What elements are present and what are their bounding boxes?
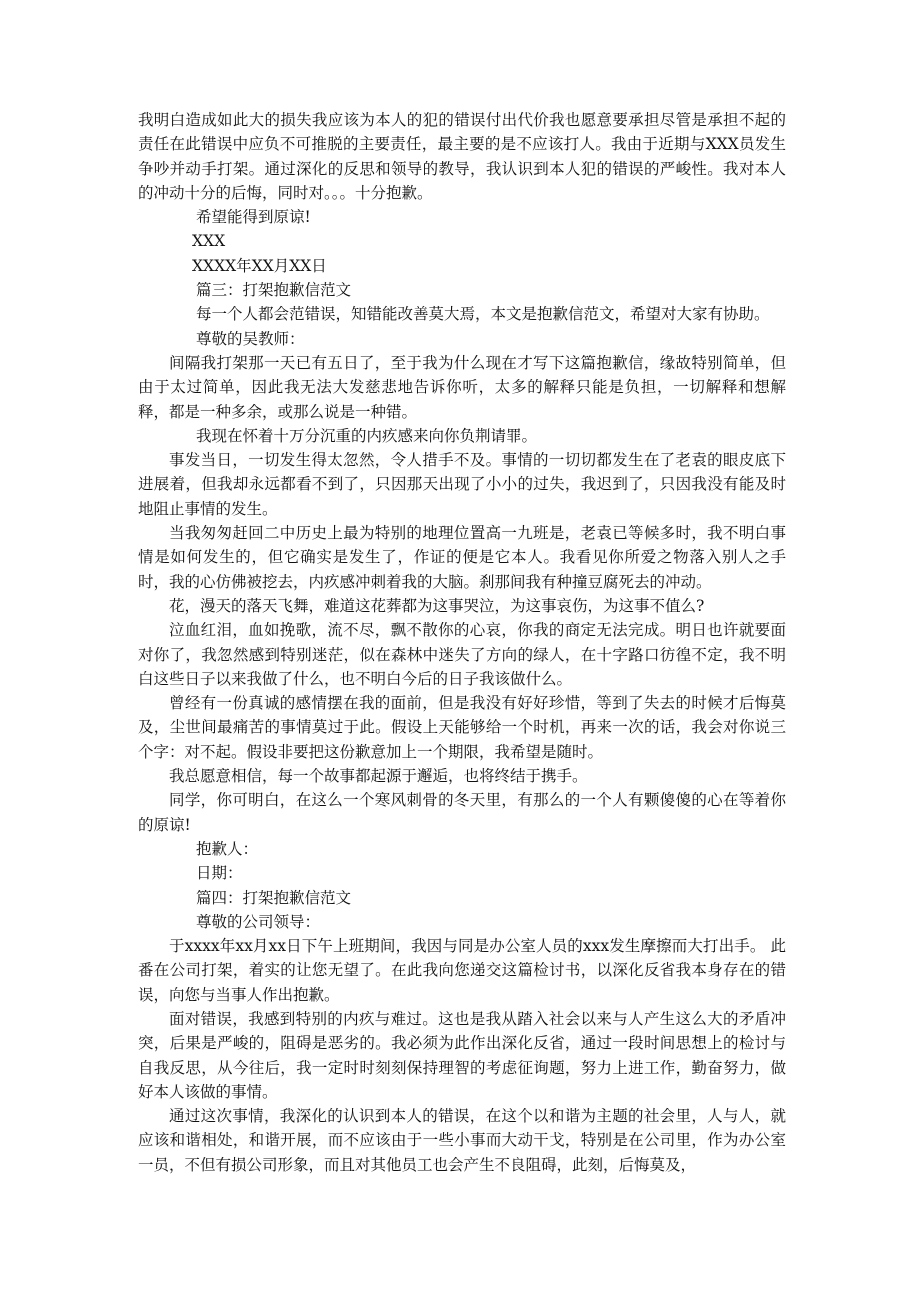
paragraph: 事发当日，一切发生得太忽然，令人措手不及。事情的一切切都发生在了老袁的眼皮底下进展着，但我却永远都看不到了，只因那天出现了小小的过失，我迟到了，只因我没有能及时地阻止事情的发生。	[138, 451, 786, 518]
paragraph: 间隔我打架那一天已有五日了，至于我为什么现在才写下这篇抱歉信，缘故特别简单，但由于太过简单，因此我无法大发慈悲地告诉你听，太多的解释只能是负担，一切解释和想解释，都是一种多余，或那么说是一种错。	[138, 353, 786, 421]
paragraph: 于xxxx年xx月xx日下午上班期间，我因与同是办公室人员的xxx发生摩擦而大打出手。 此番在公司打架，着实的让您无望了。在此我向您递交这篇检讨书，以深化反省我本身存在的错误，向您与当事人作出抱歉。	[138, 937, 786, 1004]
signature-date: XXXX年XX月XX日	[192, 256, 327, 275]
paragraph: 当我匆匆赶回二中历史上最为特别的地理位置高一九班是，老袁已等候多时，我不明白事情是如何发生的，但它确实是发生了，作证的便是它本人。我看见你所爱之物落入别人之手时，我的心仿佛被挖去，内疚感冲刺着我的大脑。刹那间我有种撞豆腐死去的冲动。	[138, 524, 786, 591]
paragraph: 我明白造成如此大的损失我应该为本人的犯的错误付出代价我也愿意要承担尽管是承担不起的责任在此错误中应负不可推脱的主要责任，最主要的是不应该打人。我由于近期与XXX员发生争吵并动手打架。通过深化的反思和领导的教导，我认识到本人犯的错误的严峻性。我对本人的冲动十分的后悔，同时对。。。十分抱歉。	[138, 111, 786, 202]
signature-label: 抱歉人：	[196, 839, 259, 858]
paragraph: 花，漫天的落天飞舞，难道这花葬都为这事哭泣，为这事哀伤，为这事不值么?	[169, 596, 705, 615]
section-heading: 篇四：打架抱歉信范文	[196, 888, 352, 907]
salutation: 尊敬的公司领导：	[196, 912, 321, 931]
paragraph: 同学，你可明白，在这么一个寒风刺骨的冬天里，有那么的一个人有颗傻傻的心在等着你的原谅!	[138, 791, 786, 834]
paragraph: 通过这次事情，我深化的认识到本人的错误，在这个以和谐为主题的社会里，人与人，就应该和谐相处，和谐开展，而不应该由于一些小事而大动干戈，特别是在公司里，作为办公室一员，不但有损公司形象，而且对其他员工也会产生不良阻碍，此刻，后悔莫及，	[138, 1107, 786, 1174]
date-label: 日期：	[196, 864, 243, 883]
paragraph: 每一个人都会范错误，知错能改善莫大焉，本文是抱歉信范文，希望对大家有协助。	[196, 305, 770, 324]
salutation: 尊敬的吴教师：	[196, 329, 305, 348]
paragraph: 面对错误，我感到特别的内疚与难过。这也是我从踏入社会以来与人产生这么大的矛盾冲突，后果是严峻的，阻碍是恶劣的。我必须为此作出深化反省，通过一段时间思想上的检讨与自我反思，从今往后，我一定时时刻刻保持理智的考虑征询题，努力上进工作，勤奋努力，做好本人该做的事情。	[138, 1009, 786, 1101]
paragraph: 泣血红泪，血如挽歌，流不尽，飘不散你的心哀，你我的商定无法完成。明日也许就要面对你了，我忽然感到特别迷茫，似在森林中迷失了方向的绿人，在十字路口彷徨不定，我不明白这些日子以来我做了什么，也不明白今后的日子我该做什么。	[138, 621, 786, 688]
paragraph: 我现在怀着十万分沉重的内疚感来向你负荆请罪。	[196, 426, 538, 445]
paragraph: 我总愿意相信，每一个故事都起源于邂逅，也将终结于携手。	[169, 767, 588, 786]
paragraph: 曾经有一份真诚的感情摆在我的面前，但是我没有好好珍惜，等到了失去的时候才后悔莫及，尘世间最痛苦的事情莫过于此。假设上天能够给一个时机，再来一次的话，我会对你说三个字：对不起。假设非要把这份歉意加上一个期限，我希望是随时。	[138, 694, 786, 761]
document-body	[138, 108, 786, 1177]
signature-name: XXX	[192, 232, 226, 251]
section-heading: 篇三：打架抱歉信范文	[196, 281, 352, 300]
closing-line: 希望能得到原谅!	[196, 208, 311, 227]
